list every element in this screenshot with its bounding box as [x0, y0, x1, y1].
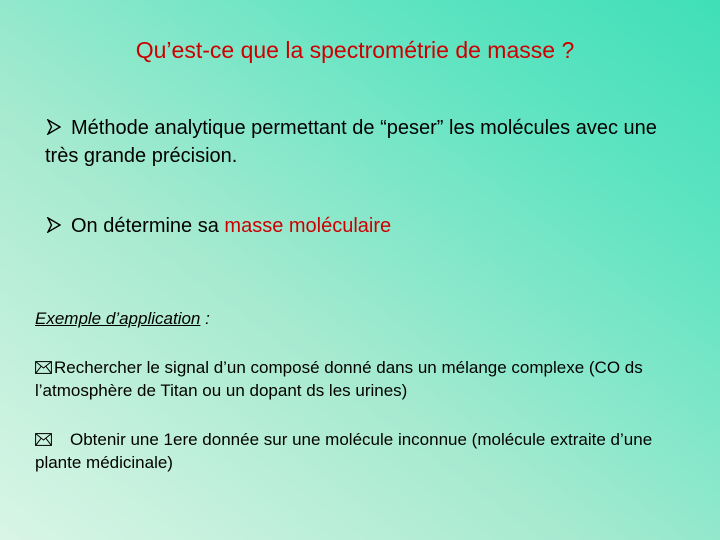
bullet-text: Méthode analytique permettant de “peser” les molécules avec une très grande précision. [45, 117, 657, 167]
example-heading-suffix: : [200, 309, 210, 328]
example-item-text: Obtenir une 1ere donnée sur une molécule inconnue (molécule extraite d’une plante médicinale) [35, 430, 653, 472]
bullet-text: On détermine sa [71, 215, 225, 237]
envelope-bullet-icon [35, 361, 52, 374]
envelope-bullet-icon [35, 433, 52, 446]
example-item-search [35, 356, 675, 402]
highlight-text: masse moléculaire [224, 215, 392, 237]
bullet-item-mass [45, 212, 685, 240]
example-item-unknown [35, 428, 675, 474]
arrow-bullet-icon [47, 217, 61, 233]
slide-title: Qu’est-ce que la spectrométrie de masse ? [135, 37, 575, 63]
example-item-text: Rechercher le signal d’un composé donné dans un mélange complexe (CO ds l’atmosphère de Titan ou un dopant ds les urines) [35, 358, 643, 400]
bullet-item-method [45, 114, 685, 170]
example-heading-label: Exemple d’application [35, 309, 201, 328]
arrow-bullet-icon [47, 119, 61, 135]
example-heading [35, 309, 210, 329]
